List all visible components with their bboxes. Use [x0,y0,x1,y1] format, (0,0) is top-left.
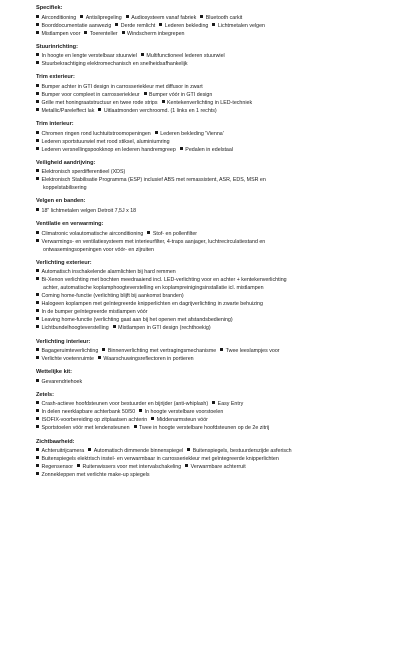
spec-item [126,15,197,21]
section-heading: Velgen en banden: [36,198,86,205]
bullet-icon [134,425,137,428]
spec-item-text: Lederen bekleding 'Vienna' [160,130,224,137]
spec-section [36,338,394,364]
bullet-icon [187,448,190,451]
spec-item [36,23,111,29]
spec-line [36,91,394,99]
section-heading: Wettelijke kit: [36,369,72,376]
spec-item [162,100,253,106]
spec-item-text: 18" lichtmetalen velgen Detroit 7,5J x 18 [41,207,137,214]
bullet-icon [36,108,39,111]
spec-line [36,400,394,408]
spec-item [36,309,148,315]
bullet-icon [185,464,188,467]
spec-item [36,356,94,362]
spec-item-text: Verwarmbare achterruit [190,464,246,471]
bullet-icon [113,325,116,328]
spec-item [77,464,181,470]
spec-item-text: Elektronisch Stabilisatie Programma (ESP) inclusief ABS met remassistent, ASR, EDS, MSR en [41,177,266,184]
bullet-icon [220,348,223,351]
bullet-icon [36,309,39,312]
spec-section [36,159,394,193]
section-heading: Verlichting exterieur: [36,259,92,266]
bullet-icon [36,15,39,18]
spec-item [36,139,170,145]
bullet-icon [36,239,39,242]
bullet-icon [36,92,39,95]
spec-line [36,230,394,238]
bullet-icon [126,15,129,18]
bullet-icon [36,293,39,296]
bullet-icon [36,417,39,420]
bullet-icon [139,409,142,412]
spec-item [36,108,94,114]
bullet-icon [36,147,39,150]
spec-line [36,424,394,432]
spec-item-text: Verwarmings- en ventilatiesysteem met interieurfilter, 4-traps aanjager, luchtrecirculatiestand en [41,238,266,245]
bullet-icon [36,317,39,320]
spec-item [36,169,125,175]
spec-line [36,324,394,332]
bullet-icon [122,31,125,34]
spec-item [36,15,76,21]
spec-line-continuation: ontwasemingsopeningen voor vóór- en zijruiten [43,246,155,253]
spec-line [36,416,394,424]
section-heading: Verlichting interieur: [36,338,91,345]
bullet-icon [151,417,154,420]
bullet-icon [98,108,101,111]
bullet-icon [141,53,144,56]
spec-line [36,447,394,455]
spec-item-text: Zonnekleppen met verlichte make-up spiegels [41,472,150,479]
bullet-icon [155,131,158,134]
spec-item-text: Regensensor [41,464,74,471]
spec-item-text: Bumper vóór in GTI design [149,91,213,98]
spec-item-text: In hoogte en lengte verstelbaar stuurwiel [41,53,137,60]
bullet-icon [147,231,150,234]
bullet-icon [200,15,203,18]
spec-item-text: Climatronic volautomatische airconditioning [41,230,144,237]
spec-item-text: Pedalen in edelstaal [185,146,234,153]
spec-item-text: Leaving home-functie (verlichting gaat aan bij het openen met afstandsbediening) [41,317,233,324]
bullet-icon [36,231,39,234]
spec-line [36,99,394,107]
bullet-icon [36,301,39,304]
spec-item [36,31,80,37]
spec-item-text: Antislipregeling [85,14,122,21]
spec-item [122,31,185,37]
bullet-icon [36,472,39,475]
bullet-icon [88,448,91,451]
spec-line [36,471,394,479]
bullet-icon [36,31,39,34]
spec-line [36,238,394,246]
spec-item-text: Bi-Xenon verlichting met bochten meedraaiend incl. LED-verlichting voor en achter + kentekenverlichting [41,277,287,284]
spec-item-text: Gevarendriehoek [41,378,83,385]
spec-item-text: Waarschuwingsreflectoren in portieren [103,356,194,362]
spec-item-text: In hoogte verstelbare voorstoelen [144,409,224,416]
bullet-icon [36,356,39,359]
spec-item-text: Buitenspiegels, bestuurderszijde asferisch [192,448,292,455]
spec-line [36,300,394,308]
section-heading: Zetels: [36,391,55,398]
bullet-icon [212,23,215,26]
spec-line [36,276,394,284]
spec-item-text: Binnenverlichting met vertragingsmechanisme [107,348,217,354]
spec-item [36,61,188,67]
spec-item-text: Kentekenverlichting in LED-techniek [167,99,253,106]
spec-item [187,448,291,454]
bullet-icon [36,139,39,142]
bullet-icon [162,100,165,103]
spec-item-text: Stof- en pollenfilter [152,230,198,237]
spec-item-text: Audiosysteem vanaf fabriek [131,14,197,21]
spec-item-text: Airconditioning [41,14,77,21]
spec-line [36,207,394,215]
spec-item [102,348,216,354]
bullet-icon [36,61,39,64]
section-heading: Zichtbaarheid: [36,438,75,445]
spec-item [36,425,130,431]
bullet-icon [36,131,39,134]
spec-item [159,23,208,29]
bullet-icon [36,169,39,172]
spec-item [180,147,233,153]
spec-item-text: Twee in hoogte verstelbare hoofdsteunen op de 2e zitrij [139,425,270,432]
spec-line [36,130,394,138]
spec-line [36,83,394,91]
spec-item-text: Sportstoelen vóór met lendensteunen [41,425,130,432]
spec-item-text: Mistlampen in GTI design (rechthoekig) [118,325,211,332]
spec-line [36,316,394,324]
spec-item [115,23,155,29]
spec-item [36,231,143,237]
spec-item-text: Stuurbekrachtiging elektromechanisch en snelheidsafhankelijk [41,61,188,68]
bullet-icon [144,92,147,95]
spec-line-continuation: achter, automatische koplamphoogteverstelling en koplampreinigingsinstallatie icl. mistlampen [43,285,264,292]
spec-item [36,317,233,323]
spec-item [212,23,265,29]
spec-item-text: Coming home-functie (verlichting blijft bij aankomst branden) [41,293,184,300]
spec-line [36,107,394,115]
spec-line [36,378,394,386]
spec-item [144,92,213,98]
spec-section [36,4,394,38]
spec-item-text: In delen neerklapbare achterbank 50/50 [41,409,136,416]
spec-item [88,448,183,454]
bullet-icon [102,348,105,351]
spec-line [36,292,394,300]
spec-item-text: Bumper achter in GTI design in carrosseriekleur met diffusor in zwart [41,83,203,90]
spec-line-continuation: koppelstabilisering [43,185,87,192]
bullet-icon [212,401,215,404]
spec-item [36,401,208,407]
spec-item [80,15,121,21]
spec-line [36,176,394,184]
bullet-icon [180,147,183,150]
spec-item-text: In de bumper geïntegreerde mistlampen vóór [41,309,148,316]
spec-line [36,30,394,38]
spec-item-text: Bagageruimteverlichting [41,348,99,354]
spec-line [36,268,394,276]
spec-section [36,120,394,154]
spec-line [36,408,394,416]
spec-line [36,463,394,471]
spec-item-text: Boorddocumentatie aanwezig [41,22,112,29]
spec-item-text: Lichtmetalen velgen [217,22,265,29]
bullet-icon [36,379,39,382]
spec-item [36,456,279,462]
spec-item [98,108,216,114]
bullet-icon [36,409,39,412]
bullet-icon [36,53,39,56]
spec-section [36,220,394,254]
spec-item [139,409,223,415]
spec-item [36,325,109,331]
spec-item [98,356,194,362]
bullet-icon [36,401,39,404]
spec-item-text: Lichtbundelhoogteverstelling [41,325,109,332]
spec-item-text: Lederen sportstuurwiel met rood stiksel, aluminiumring [41,138,170,145]
spec-line [36,52,394,60]
spec-item-text: Chromen ringen rond luchtuitstroomopeningen [41,130,151,137]
spec-item-text: ISOFIX-voorbereiding op zitplaatsen achterin [41,417,148,424]
spec-item-text: Grille met honingraatstructuur en twee rode strips [41,99,158,106]
spec-item-text: Automatisch inschakelende alarmlichten bij hard remmen [41,269,176,276]
spec-item-text: Middenarmsteun vóór [156,417,208,424]
spec-item [36,348,98,354]
spec-item-text: Uitlaatmonden verchroomd. (1 links en 1 rechts) [103,107,217,114]
bullet-icon [77,464,80,467]
spec-item-text: Twee leeslampjes voor [225,348,280,354]
bullet-icon [36,23,39,26]
section-heading: Trim exterieur: [36,74,75,81]
bullet-icon [84,31,87,34]
spec-line [36,146,394,154]
spec-item [36,269,176,275]
spec-item-text: Bluetooth carkit [205,14,243,21]
bullet-icon [159,23,162,26]
spec-item [151,417,208,423]
spec-section [36,438,394,480]
spec-item-text: Windscherm inbegrepen [127,30,185,37]
spec-item-text: Metallic/Pareleffect lak [41,107,95,114]
spec-item-text: Halogeen koplampen met geïntegreerde knipperlichten en dagrijverlichting in zwarte behuizing [41,301,263,308]
spec-item [36,131,151,137]
spec-item [185,464,246,470]
bullet-icon [36,84,39,87]
spec-item [200,15,242,21]
bullet-icon [36,325,39,328]
spec-line [36,347,394,355]
spec-item [36,301,263,307]
spec-item-text: Automatisch dimmende binnenspiegel [93,448,184,455]
spec-item-text: Lederen bekleding [164,22,209,29]
spec-item [36,417,147,423]
spec-item [84,31,117,37]
section-heading: Veiligheid aandrijving: [36,159,96,166]
bullet-icon [36,208,39,211]
spec-item-text: Easy Entry [217,401,244,408]
spec-item [36,277,287,283]
spec-item-text: Mistlampen voor [41,30,81,37]
bullet-icon [36,277,39,280]
spec-line [36,168,394,176]
spec-item [36,208,136,214]
spec-item [36,147,176,153]
spec-item [36,448,84,454]
spec-section [36,391,394,433]
bullet-icon [80,15,83,18]
spec-item [36,464,73,470]
spec-item [36,239,265,245]
spec-section [36,259,394,333]
spec-item-text: Bumper voor compleet in carrosseriekleur [41,91,140,98]
spec-line [36,308,394,316]
spec-item [220,348,279,354]
spec-line [36,14,394,22]
bullet-icon [36,448,39,451]
spec-item-text: Derde remlicht [120,22,156,29]
spec-item [36,379,82,385]
spec-item [113,325,211,331]
spec-item [36,409,135,415]
bullet-icon [36,269,39,272]
bullet-icon [36,425,39,428]
spec-item [36,177,266,183]
spec-item [134,425,270,431]
bullet-icon [36,456,39,459]
bullet-icon [36,348,39,351]
spec-item [36,293,184,299]
spec-section [36,73,394,115]
spec-item-text: Verlichte voetenruimte [41,356,94,362]
spec-item [36,84,203,90]
spec-item-text: Crash-actieve hoofdsteunen voor bestuurder en bijrijder (anti-whiplash) [41,401,209,408]
spec-section [36,197,394,215]
spec-item-text: Ruitenwissers voor met intervalschakeling [82,464,182,471]
spec-line [36,455,394,463]
bullet-icon [36,464,39,467]
spec-section [36,368,394,386]
bullet-icon [36,177,39,180]
spec-item-text: Elektronisch sperdifferentieel (XDS) [41,169,126,176]
spec-line [36,22,394,30]
spec-item [36,472,150,478]
spec-item [36,53,137,59]
spec-line [36,355,394,363]
spec-item [212,401,243,407]
spec-item [155,131,224,137]
bullet-icon [115,23,118,26]
section-heading: Trim interieur: [36,121,74,128]
bullet-icon [36,100,39,103]
section-heading: Stuurinrichting: [36,43,78,50]
spec-item-text: Toerenteller [89,30,118,37]
spec-line [36,138,394,146]
spec-item [141,53,225,59]
spec-item [36,92,140,98]
spec-item [36,100,158,106]
spec-item-text: Achteruitrijcamera [41,448,85,455]
section-heading: Specifiek: [36,5,63,11]
spec-item [147,231,197,237]
spec-item-text: Multifunctioneel lederen stuurwiel [146,53,225,60]
spec-section [36,43,394,69]
bullet-icon [98,356,101,359]
spec-line [36,60,394,68]
section-heading: Ventilatie en verwarming: [36,221,104,228]
spec-item-text: Lederen versnellingspookknop en lederen handremgreep [41,146,176,153]
spec-item-text: Buitenspiegels elektrisch instel- en verwarmbaar in carrosseriekleur met geïntegreerde knipperlichten [41,456,279,463]
